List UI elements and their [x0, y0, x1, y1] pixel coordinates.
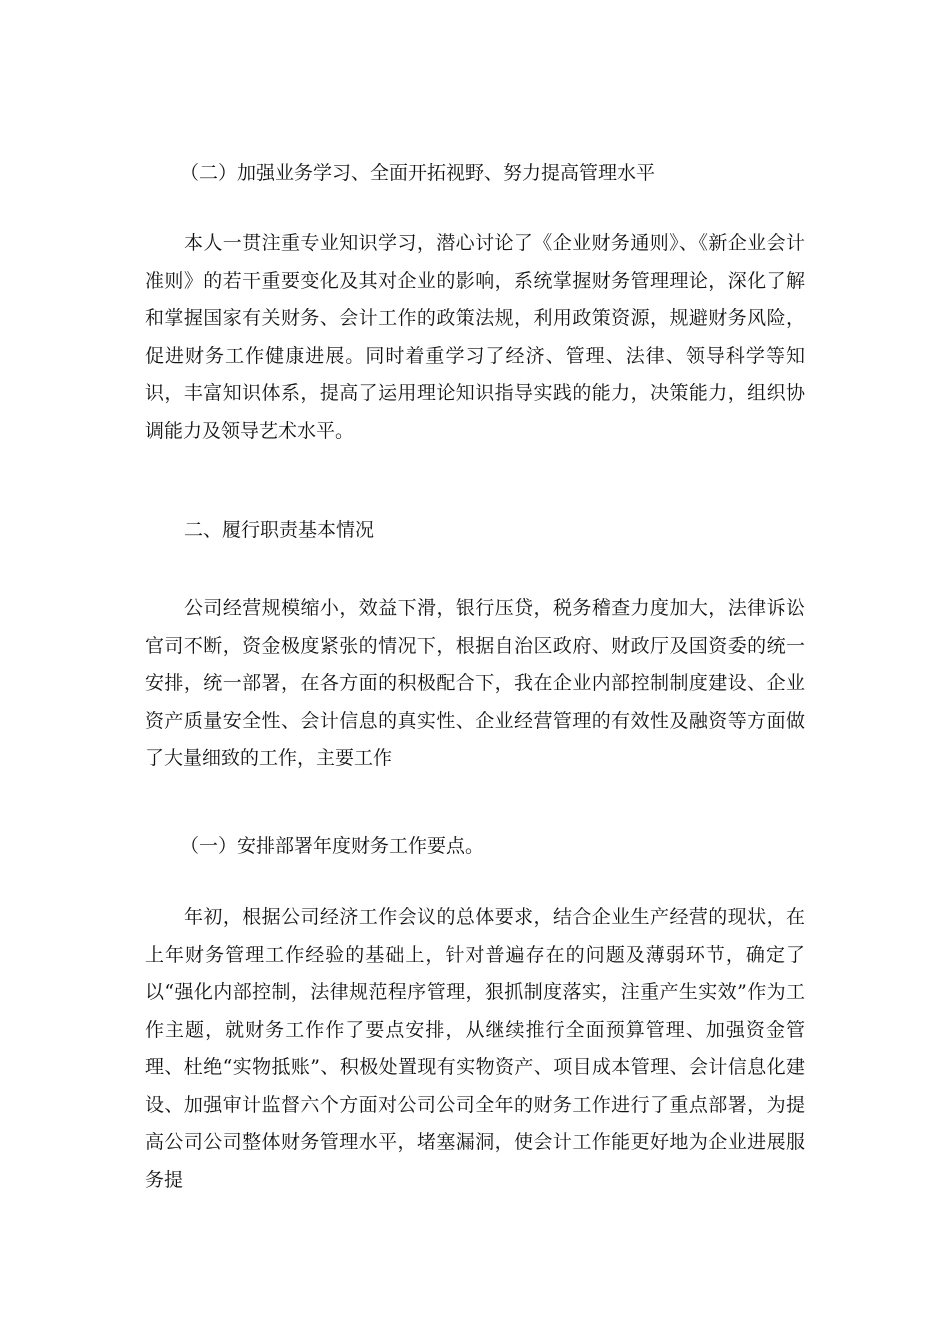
section-heading-annual-plan: （一）安排部署年度财务工作要点。: [180, 835, 485, 857]
paragraph-duties-overview: 公司经营规模缩小，效益下滑，银行压贷，税务稽查力度加大，法律诉讼官司不断，资金极度紧张的情况下，根据自治区政府、财政厅及国资委的统一安排，统一部署，在各方面的积极配合下，我在企业内部控制制度建设、企业资产质量安全性、会计信息的真实性、企业经营管理的有效性及融资等方面做了大量细致的工作，主要工作: [145, 597, 805, 769]
section-heading-duties: 二、履行职责基本情况: [184, 519, 375, 541]
paragraph-annual-plan: 年初，根据公司经济工作会议的总体要求，结合企业生产经营的现状，在上年财务管理工作经验的基础上，针对普遍存在的问题及薄弱环节，确定了以“强化内部控制，法律规范程序管理，狠抓制度落实，注重产生实效”作为工作主题，就财务工作作了要点安排，从继续推行全面预算管理、加强资金管理、杜绝“实物抵账”、积极处置现有实物资产、项目成本管理、会计信息化建设、加强审计监督六个方面对公司公司全年的财务工作进行了重点部署，为提高公司公司整体财务管理水平，堵塞漏洞，使会计工作能更好地为企业进展服务提: [145, 906, 805, 1191]
paragraph-professional-study: 本人一贯注重专业知识学习，潜心讨论了《企业财务通则》、《新企业会计准则》的若干重要变化及其对企业的影响，系统掌握财务管理理论，深化了解和掌握国家有关财务、会计工作的政策法规，利用政策资源，规避财务风险，促进财务工作健康进展。同时着重学习了经济、管理、法律、领导科学等知识，丰富知识体系，提高了运用理论知识指导实践的能力，决策能力，组织协调能力及领导艺术水平。: [145, 232, 805, 442]
section-heading-strengthen-study: （二）加强业务学习、全面开拓视野、努力提高管理水平: [180, 162, 656, 184]
